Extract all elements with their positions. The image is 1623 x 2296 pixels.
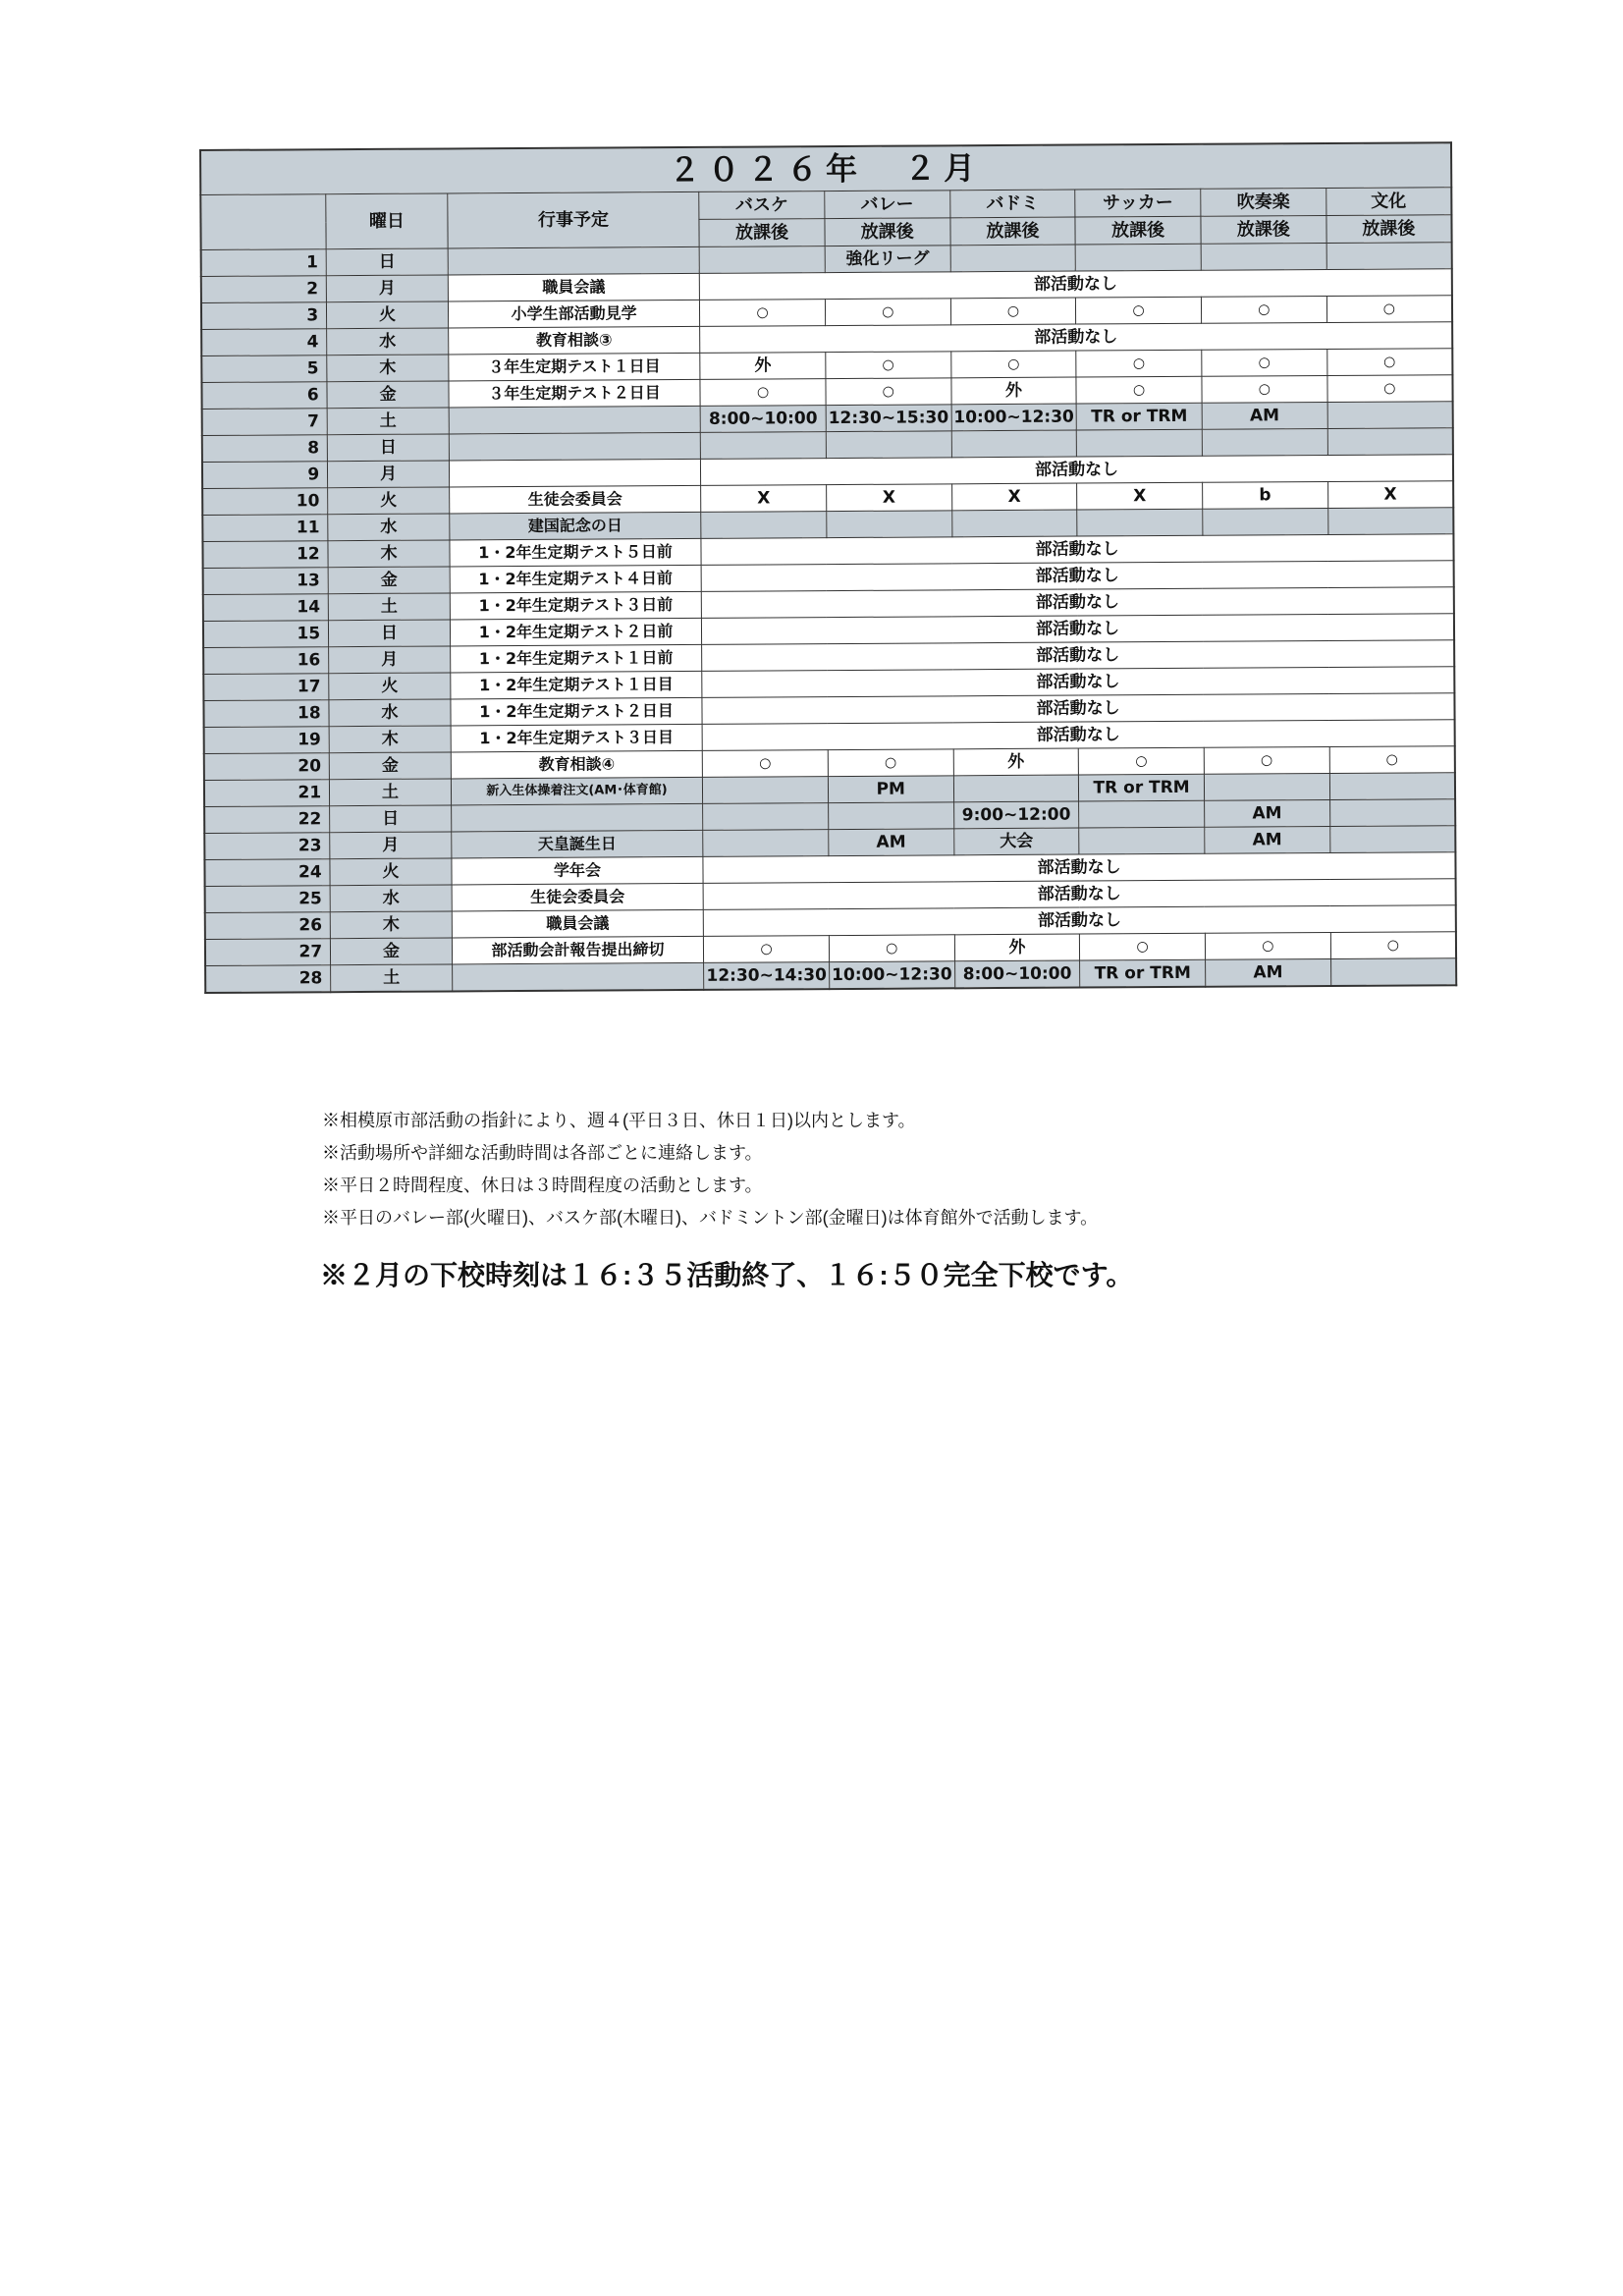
weekday-cell: 金 (329, 752, 451, 780)
day-number-cell: 25 (205, 886, 331, 913)
event-cell: 教育相談④ (451, 750, 703, 779)
club-activity-cell: X (827, 484, 952, 512)
event-cell: ３年生定期テスト２日目 (449, 379, 701, 408)
weekday-cell: 土 (331, 964, 453, 992)
day-number-cell: 24 (204, 859, 330, 887)
table-title: ２０２６年 ２月 (200, 142, 1451, 194)
club-activity-cell: 8:00~10:00 (954, 960, 1080, 988)
club-sub-header-badminton: 放課後 (950, 217, 1076, 246)
no-activity-cell: 部活動なし (703, 905, 1455, 937)
club-activity-cell (703, 803, 829, 831)
club-activity-cell: ○ (1326, 349, 1452, 376)
weekday-cell: 火 (329, 673, 451, 700)
no-activity-cell: 部活動なし (702, 614, 1454, 645)
club-activity-cell (950, 245, 1076, 272)
club-activity-cell: ○ (1076, 297, 1202, 324)
day-number-cell: 16 (203, 647, 329, 675)
event-cell: 職員会議 (448, 273, 700, 301)
no-activity-cell: 部活動なし (701, 587, 1453, 619)
club-activity-cell: TR or TRM (1076, 403, 1202, 430)
club-activity-cell: ○ (704, 936, 830, 963)
club-activity-cell: ○ (826, 378, 951, 406)
club-header-volleyball: バレー (825, 191, 950, 219)
club-activity-cell (828, 802, 953, 830)
weekday-cell: 土 (330, 779, 452, 806)
club-activity-cell: 外 (951, 377, 1077, 405)
club-activity-cell (953, 775, 1079, 802)
no-activity-cell: 部活動なし (701, 455, 1453, 486)
club-activity-cell (1327, 402, 1453, 429)
club-sub-header-soccer: 放課後 (1075, 216, 1201, 245)
weekday-cell: 日 (329, 620, 451, 647)
day-number-cell: 17 (203, 674, 329, 701)
club-sub-header-volleyball: 放課後 (825, 218, 950, 246)
no-activity-cell: 部活動なし (700, 269, 1452, 301)
event-cell: 生徒会委員会 (449, 485, 701, 514)
day-number-cell: 10 (202, 488, 328, 516)
club-activity-cell: AM (1205, 799, 1330, 827)
club-activity-cell: ○ (1326, 296, 1452, 323)
day-number-cell: 26 (205, 912, 331, 940)
weekday-cell: 水 (327, 328, 449, 355)
club-activity-cell (1330, 958, 1456, 986)
club-activity-cell (703, 777, 829, 804)
event-cell (449, 432, 701, 461)
club-activity-cell (1327, 508, 1453, 535)
note-item: ※平日２時間程度、休日は３時間程度の活動とします。 (322, 1175, 763, 1195)
day-number-cell: 15 (203, 621, 329, 648)
dismissal-time-note: ※２月の下校時刻は１６:３５活動終了、１６:５０完全下校です。 (320, 1260, 1134, 1290)
club-header-badminton: バドミ (949, 190, 1075, 218)
club-activity-cell (1079, 800, 1205, 828)
club-sub-header-culture: 放課後 (1326, 215, 1452, 244)
day-number-cell: 4 (201, 329, 327, 356)
weekday-cell: 水 (329, 699, 451, 727)
club-activity-cell (951, 430, 1077, 458)
day-number-header (200, 194, 326, 250)
club-activity-cell: ○ (828, 749, 953, 777)
schedule-table (199, 141, 1457, 994)
no-activity-cell: 部活動なし (702, 720, 1454, 751)
club-activity-cell: ○ (950, 298, 1076, 325)
club-activity-cell: ○ (1202, 375, 1327, 403)
club-activity-cell: ○ (950, 351, 1076, 378)
event-cell: ３年生定期テスト１日目 (449, 353, 701, 381)
day-number-cell: 27 (205, 939, 331, 966)
day-number-cell: 12 (202, 541, 328, 569)
club-activity-cell: X (951, 483, 1077, 511)
day-number-cell: 6 (201, 382, 327, 410)
no-activity-cell: 部活動なし (701, 534, 1453, 566)
events-header: 行事予定 (448, 191, 700, 248)
club-activity-cell: 外 (954, 934, 1080, 961)
club-activity-cell (1203, 508, 1328, 535)
day-number-cell: 3 (201, 302, 327, 330)
club-activity-cell: PM (828, 776, 953, 803)
day-number-cell: 22 (204, 806, 330, 834)
club-activity-cell: 大会 (953, 828, 1079, 855)
club-activity-cell: 強化リーグ (825, 246, 950, 273)
club-activity-cell: ○ (700, 300, 826, 327)
club-activity-cell: ○ (700, 379, 826, 407)
club-activity-cell (1075, 244, 1201, 271)
club-header-basketball: バスケ (699, 191, 825, 220)
weekday-cell: 金 (331, 938, 453, 965)
club-header-culture: 文化 (1325, 188, 1451, 216)
club-activity-cell (703, 830, 829, 857)
club-activity-cell: ○ (1076, 350, 1202, 377)
event-cell (452, 962, 704, 991)
club-activity-cell: b (1203, 481, 1328, 509)
club-activity-cell: ○ (1205, 932, 1330, 959)
weekday-cell: 月 (328, 461, 450, 488)
notes-list (322, 1105, 1098, 1234)
weekday-cell: 日 (327, 434, 449, 462)
day-number-cell: 23 (204, 833, 330, 860)
no-activity-cell: 部活動なし (702, 667, 1454, 698)
club-activity-cell (1077, 429, 1203, 457)
club-sub-header-basketball: 放課後 (699, 219, 825, 247)
club-activity-cell: 10:00~12:30 (951, 404, 1077, 431)
day-number-cell: 9 (202, 462, 328, 489)
no-activity-cell: 部活動なし (701, 561, 1453, 592)
note-item: ※平日のバレー部(火曜日)、バスケ部(木曜日)、バドミントン部(金曜日)は体育館外で活動します。 (322, 1208, 1099, 1228)
club-activity-cell: ○ (1329, 746, 1455, 774)
event-cell: 1・2年生定期テスト１日前 (450, 644, 702, 673)
club-activity-cell (1329, 826, 1455, 853)
day-number-cell: 1 (201, 249, 327, 277)
no-activity-cell: 部活動なし (700, 322, 1452, 354)
club-activity-cell: 12:30~14:30 (704, 962, 830, 990)
weekday-cell: 木 (327, 355, 449, 382)
club-activity-cell: TR or TRM (1080, 959, 1206, 987)
day-number-cell: 13 (203, 568, 329, 595)
weekday-cell: 火 (330, 858, 452, 886)
club-header-soccer: サッカー (1075, 189, 1201, 217)
club-activity-cell: X (1327, 481, 1453, 509)
weekday-cell: 火 (327, 301, 449, 329)
event-cell: 1・2年生定期テスト４日前 (450, 565, 702, 593)
club-activity-cell (1326, 243, 1452, 270)
event-cell: 小学生部活動見学 (448, 300, 700, 328)
club-activity-cell (1202, 428, 1327, 456)
day-number-cell: 11 (202, 515, 328, 542)
weekday-cell: 土 (327, 408, 449, 435)
event-cell: 教育相談③ (448, 326, 700, 355)
day-number-cell: 28 (205, 965, 331, 993)
club-activity-cell: X (1077, 482, 1203, 510)
day-number-cell: 21 (204, 780, 330, 807)
day-number-cell: 2 (201, 276, 327, 303)
day-number-cell: 20 (204, 753, 330, 781)
club-activity-cell (1329, 799, 1455, 827)
club-activity-cell: ○ (1330, 932, 1456, 959)
event-cell: 生徒会委員会 (452, 883, 704, 911)
club-activity-cell: 8:00~10:00 (700, 406, 826, 433)
event-cell: 1・2年生定期テスト５日前 (450, 538, 702, 567)
event-cell: 建国記念の日 (450, 512, 702, 540)
no-activity-cell: 部活動なし (702, 640, 1454, 672)
club-activity-cell: 外 (700, 353, 826, 380)
club-activity-cell: ○ (1327, 375, 1453, 403)
event-cell: 部活動会計報告提出締切 (452, 936, 704, 964)
weekday-header: 曜日 (326, 193, 448, 249)
no-activity-cell: 部活動なし (703, 879, 1455, 910)
weekday-cell: 木 (330, 911, 452, 939)
club-activity-cell (701, 512, 827, 539)
weekday-cell: 火 (328, 487, 450, 515)
club-sub-header-brass-band: 放課後 (1201, 215, 1326, 244)
weekday-cell: 月 (326, 275, 448, 302)
club-activity-cell (1204, 773, 1329, 800)
club-activity-cell: 外 (953, 748, 1079, 776)
weekday-cell: 金 (328, 567, 450, 594)
club-activity-cell: ○ (829, 935, 954, 962)
event-cell (451, 803, 703, 832)
weekday-cell: 日 (326, 248, 448, 276)
no-activity-cell: 部活動なし (703, 852, 1455, 884)
no-activity-cell: 部活動なし (702, 693, 1454, 725)
event-cell: 1・2年生定期テスト３日目 (451, 724, 703, 752)
day-number-cell: 19 (204, 727, 330, 754)
weekday-cell: 木 (329, 726, 451, 753)
club-activity-cell (1201, 243, 1326, 270)
club-activity-cell: 10:00~12:30 (829, 961, 954, 989)
day-number-cell: 18 (203, 700, 329, 728)
club-activity-cell (951, 510, 1077, 537)
club-activity-cell (1077, 509, 1203, 536)
weekday-cell: 水 (328, 514, 450, 541)
club-activity-cell: ○ (1204, 746, 1329, 774)
club-activity-cell: AM (1206, 958, 1331, 986)
club-activity-cell: ○ (826, 352, 951, 379)
club-activity-cell: 12:30~15:30 (826, 405, 951, 432)
club-activity-cell: ○ (702, 750, 828, 778)
event-cell: 新入生体操着注文(AM･体育館) (451, 777, 703, 805)
event-cell: 1・2年生定期テスト２日前 (450, 618, 702, 646)
event-cell: 1・2年生定期テスト２日目 (451, 697, 703, 726)
club-activity-cell (1327, 428, 1453, 456)
club-activity-cell (826, 431, 951, 459)
weekday-cell: 日 (330, 805, 452, 833)
day-number-cell: 14 (203, 594, 329, 622)
club-activity-cell (1329, 773, 1455, 800)
event-cell (448, 246, 700, 275)
club-activity-cell: 9:00~12:00 (953, 801, 1079, 829)
club-activity-cell: ○ (1076, 376, 1202, 404)
day-number-cell: 5 (201, 355, 327, 383)
weekday-cell: 木 (328, 540, 450, 568)
event-cell: 職員会議 (452, 909, 704, 938)
day-number-cell: 7 (202, 409, 328, 436)
club-activity-cell: TR or TRM (1079, 774, 1205, 801)
club-activity-cell: ○ (1202, 349, 1327, 376)
note-item: ※相模原市部活動の指針により、週４(平日３日、休日１日)以内とします。 (322, 1111, 916, 1130)
club-activity-cell (699, 246, 825, 274)
weekday-cell: 月 (330, 832, 452, 859)
club-activity-cell: AM (1202, 402, 1327, 429)
club-activity-cell: AM (1205, 826, 1330, 853)
club-activity-cell: X (701, 485, 827, 513)
event-cell: 1・2年生定期テスト１日目 (451, 671, 703, 699)
note-item: ※活動場所や詳細な活動時間は各部ごとに連絡します。 (322, 1143, 763, 1163)
weekday-cell: 土 (328, 593, 450, 621)
club-activity-cell (700, 432, 826, 460)
day-number-cell: 8 (202, 435, 328, 463)
club-activity-cell: ○ (1201, 296, 1326, 323)
weekday-cell: 月 (329, 646, 451, 674)
club-header-brass-band: 吹奏楽 (1201, 188, 1326, 216)
event-cell (449, 406, 701, 434)
event-cell: 天皇誕生日 (452, 830, 704, 858)
event-cell (449, 459, 701, 487)
club-activity-cell: ○ (1080, 933, 1206, 960)
event-cell: 学年会 (452, 856, 704, 885)
weekday-cell: 金 (327, 381, 449, 409)
event-cell: 1・2年生定期テスト３日前 (450, 591, 702, 620)
club-activity-cell: ○ (1079, 747, 1205, 775)
club-activity-cell (827, 511, 952, 538)
club-activity-cell: ○ (825, 299, 950, 326)
club-activity-cell (1079, 827, 1205, 854)
schedule-body (201, 243, 1457, 993)
weekday-cell: 水 (330, 885, 452, 912)
club-activity-cell: AM (829, 829, 954, 856)
